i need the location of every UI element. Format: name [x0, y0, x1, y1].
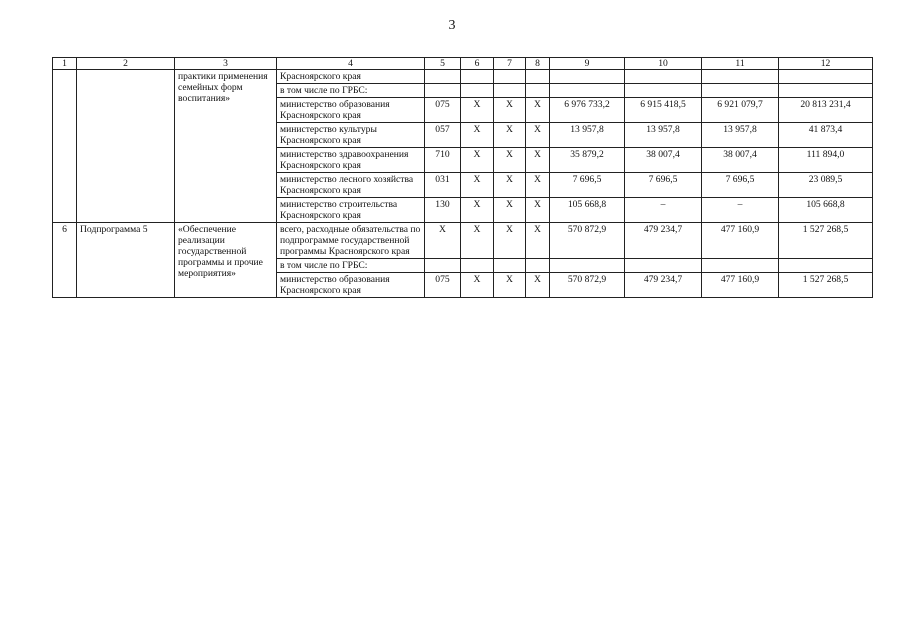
header-col-6: 6	[461, 58, 494, 70]
cell-col7: Х	[494, 173, 526, 198]
cell-col11	[702, 70, 779, 84]
header-col-5: 5	[425, 58, 461, 70]
cell-col12: 41 873,4	[779, 123, 873, 148]
cell-col10: 38 007,4	[625, 148, 702, 173]
cell-col11: 6 921 079,7	[702, 98, 779, 123]
cell-col6: Х	[461, 123, 494, 148]
cell-col4: министерство строительства Красноярского края	[277, 198, 425, 223]
header-row	[53, 58, 873, 70]
cell-col7: Х	[494, 273, 526, 298]
cell-col6	[461, 259, 494, 273]
cell-col4: министерство лесного хозяйства Красноярского края	[277, 173, 425, 198]
cell-col11: –	[702, 198, 779, 223]
cell-col9	[550, 259, 625, 273]
cell-col7: Х	[494, 123, 526, 148]
cell-col4: в том числе по ГРБС:	[277, 259, 425, 273]
cell-col5	[425, 70, 461, 84]
sub5-number-cell: 6	[53, 223, 77, 298]
header-col-10: 10	[625, 58, 702, 70]
cell-col9: 6 976 733,2	[550, 98, 625, 123]
cell-col10	[625, 70, 702, 84]
cell-col11	[702, 84, 779, 98]
header-col-3: 3	[175, 58, 277, 70]
cell-col6	[461, 84, 494, 98]
header-col-9: 9	[550, 58, 625, 70]
header-col-2: 2	[77, 58, 175, 70]
table-row	[53, 70, 873, 84]
cell-col12: 23 089,5	[779, 173, 873, 198]
cell-col8: Х	[526, 173, 550, 198]
cell-col9: 35 879,2	[550, 148, 625, 173]
cell-col10	[625, 259, 702, 273]
cell-col4: всего, расходные обязательства по подпрограмме государственной программы Красноярского края	[277, 223, 425, 259]
cell-col12	[779, 70, 873, 84]
cell-col12: 20 813 231,4	[779, 98, 873, 123]
cell-col5: 031	[425, 173, 461, 198]
cell-col4: министерство здравоохранения Красноярского края	[277, 148, 425, 173]
cell-col6: Х	[461, 273, 494, 298]
cell-col8	[526, 84, 550, 98]
cell-col11	[702, 259, 779, 273]
cell-col5	[425, 84, 461, 98]
cell-col7	[494, 84, 526, 98]
cell-col8: Х	[526, 223, 550, 259]
cell-col8: Х	[526, 98, 550, 123]
cell-col12: 105 668,8	[779, 198, 873, 223]
cell-col6: Х	[461, 223, 494, 259]
cell-col10: 13 957,8	[625, 123, 702, 148]
cell-col4: министерство образования Красноярского края	[277, 273, 425, 298]
cell-col8	[526, 70, 550, 84]
cell-col5: 075	[425, 98, 461, 123]
cell-col11: 13 957,8	[702, 123, 779, 148]
cell-col6: Х	[461, 148, 494, 173]
cell-col12: 1 527 268,5	[779, 273, 873, 298]
cell-col9: 7 696,5	[550, 173, 625, 198]
table-row	[53, 223, 873, 259]
cell-col4: министерство культуры Красноярского края	[277, 123, 425, 148]
page-number: 3	[448, 18, 456, 33]
cont-col2-cell	[77, 70, 175, 223]
cell-col10	[625, 84, 702, 98]
cell-col9: 570 872,9	[550, 273, 625, 298]
sub5-name-cell: Подпрограмма 5	[77, 223, 175, 298]
header-col-11: 11	[702, 58, 779, 70]
cell-col4: в том числе по ГРБС:	[277, 84, 425, 98]
sub5-title-cell: «Обеспечение реализации государственной программы и прочие мероприятия»	[175, 223, 277, 298]
cell-col7: Х	[494, 148, 526, 173]
cell-col12: 1 527 268,5	[779, 223, 873, 259]
cell-col11: 38 007,4	[702, 148, 779, 173]
cell-col11: 477 160,9	[702, 273, 779, 298]
cell-col6: Х	[461, 173, 494, 198]
cell-col8: Х	[526, 198, 550, 223]
cell-col5: 130	[425, 198, 461, 223]
cell-col9	[550, 84, 625, 98]
cell-col10: 479 234,7	[625, 273, 702, 298]
cell-col6: Х	[461, 98, 494, 123]
cell-col5: 057	[425, 123, 461, 148]
cell-col8: Х	[526, 148, 550, 173]
header-col-4: 4	[277, 58, 425, 70]
header-col-1: 1	[53, 58, 77, 70]
cell-col5: 075	[425, 273, 461, 298]
cell-col7: Х	[494, 98, 526, 123]
cell-col11: 7 696,5	[702, 173, 779, 198]
cell-col10: 7 696,5	[625, 173, 702, 198]
cell-col7: Х	[494, 223, 526, 259]
cell-col12	[779, 259, 873, 273]
cell-col12	[779, 84, 873, 98]
cell-col8: Х	[526, 123, 550, 148]
cell-col7	[494, 259, 526, 273]
cell-col10: 6 915 418,5	[625, 98, 702, 123]
cell-col11: 477 160,9	[702, 223, 779, 259]
header-col-12: 12	[779, 58, 873, 70]
cell-col6	[461, 70, 494, 84]
cell-col7	[494, 70, 526, 84]
header-col-7: 7	[494, 58, 526, 70]
cont-col1-cell	[53, 70, 77, 223]
cell-col5	[425, 259, 461, 273]
cell-col4: министерство образования Красноярского края	[277, 98, 425, 123]
header-col-8: 8	[526, 58, 550, 70]
budget-table	[52, 57, 873, 298]
cell-col12: 111 894,0	[779, 148, 873, 173]
cell-col4: Красноярского края	[277, 70, 425, 84]
cell-col5: 710	[425, 148, 461, 173]
cell-col9	[550, 70, 625, 84]
cell-col9: 570 872,9	[550, 223, 625, 259]
cont-col3-cell: практики применения семейных форм воспитания»	[175, 70, 277, 223]
cell-col10: –	[625, 198, 702, 223]
cell-col8: Х	[526, 273, 550, 298]
cell-col5: Х	[425, 223, 461, 259]
cell-col9: 105 668,8	[550, 198, 625, 223]
cell-col6: Х	[461, 198, 494, 223]
cell-col8	[526, 259, 550, 273]
cell-col9: 13 957,8	[550, 123, 625, 148]
cell-col10: 479 234,7	[625, 223, 702, 259]
cell-col7: Х	[494, 198, 526, 223]
